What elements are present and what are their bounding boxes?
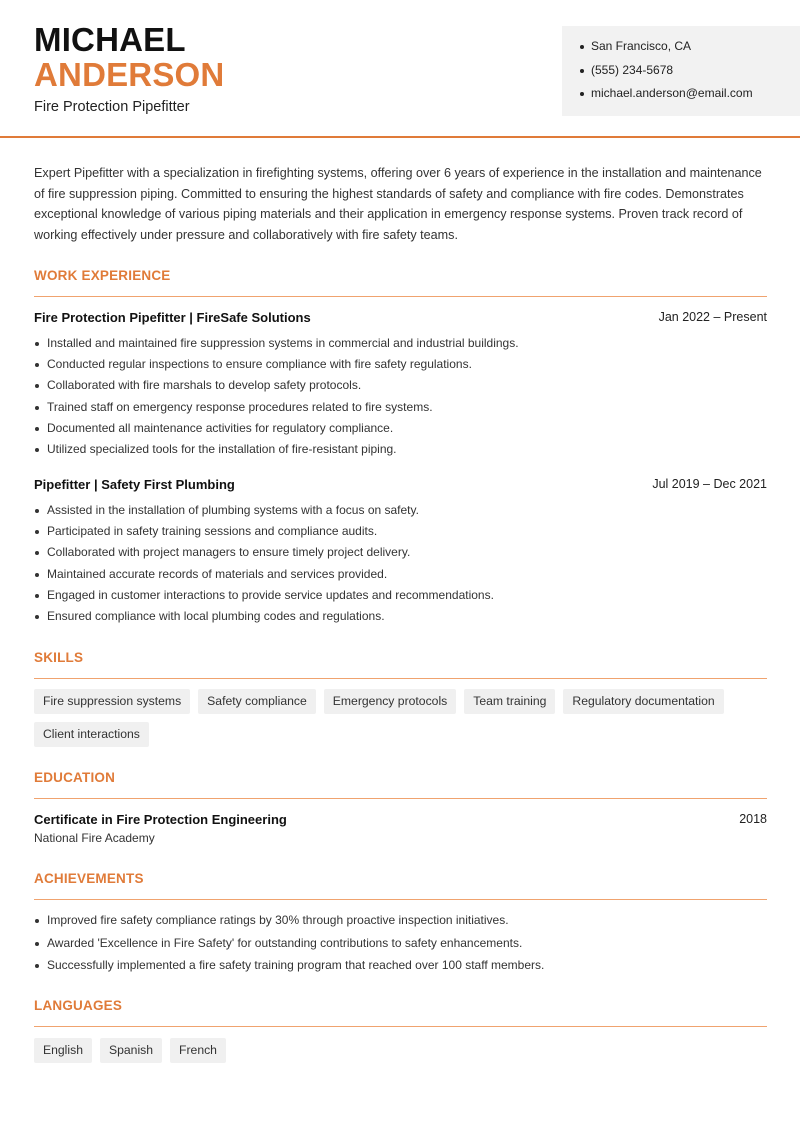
- contact-location: San Francisco, CA: [580, 38, 800, 62]
- education-degree: Certificate in Fire Protection Engineering: [34, 812, 287, 827]
- list-item: Successfully implemented a fire safety training program that reached over 100 staff members.: [34, 957, 767, 980]
- list-item: Documented all maintenance activities for regulatory compliance.: [34, 420, 767, 441]
- job-dates: Jan 2022 – Present: [658, 310, 767, 324]
- last-name: ANDERSON: [34, 56, 225, 93]
- list-item: Assisted in the installation of plumbing systems with a focus on safety.: [34, 502, 767, 523]
- job-role: Fire Protection Pipefitter: [34, 99, 190, 115]
- list-item: Engaged in customer interactions to provide service updates and recommendations.: [34, 587, 767, 608]
- list-item: Awarded 'Excellence in Fire Safety' for outstanding contributions to safety enhancements.: [34, 935, 767, 958]
- list-item: Ensured compliance with local plumbing codes and regulations.: [34, 608, 767, 629]
- list-item: Maintained accurate records of materials and services provided.: [34, 566, 767, 587]
- languages-list: [34, 1038, 767, 1063]
- first-name: MICHAEL: [34, 21, 186, 58]
- list-item: Participated in safety training sessions and compliance audits.: [34, 523, 767, 544]
- section-title-education: EDUCATION: [34, 770, 767, 799]
- job-dates: Jul 2019 – Dec 2021: [652, 477, 767, 491]
- skill-tag: Client interactions: [34, 722, 149, 747]
- skill-tag: Team training: [464, 689, 555, 714]
- skills-list: [34, 689, 767, 747]
- section-title-skills: SKILLS: [34, 650, 767, 679]
- skill-tag: Regulatory documentation: [563, 689, 723, 714]
- list-item: Collaborated with project managers to ensure timely project delivery.: [34, 544, 767, 565]
- skill-tag: Fire suppression systems: [34, 689, 190, 714]
- job-bullets: [34, 502, 767, 629]
- job-title: Fire Protection Pipefitter | FireSafe Solutions: [34, 310, 311, 325]
- section-title-achievements: ACHIEVEMENTS: [34, 871, 767, 900]
- language-tag: English: [34, 1038, 92, 1063]
- list-item: Conducted regular inspections to ensure compliance with fire safety regulations.: [34, 356, 767, 377]
- section-title-work-experience: WORK EXPERIENCE: [34, 268, 767, 297]
- contact-phone: (555) 234-5678: [580, 62, 800, 86]
- skill-tag: Safety compliance: [198, 689, 316, 714]
- contact-email[interactable]: michael.anderson@email.com: [580, 85, 800, 109]
- job-title: Pipefitter | Safety First Plumbing: [34, 477, 235, 492]
- education-year: 2018: [739, 812, 767, 826]
- language-tag: Spanish: [100, 1038, 162, 1063]
- candidate-name: [34, 22, 224, 92]
- education-school: National Fire Academy: [34, 831, 155, 845]
- skill-tag: Emergency protocols: [324, 689, 456, 714]
- list-item: Utilized specialized tools for the installation of fire-resistant piping.: [34, 441, 767, 462]
- list-item: Trained staff on emergency response procedures related to fire systems.: [34, 399, 767, 420]
- list-item: Installed and maintained fire suppression systems in commercial and industrial buildings.: [34, 335, 767, 356]
- job-bullets: [34, 335, 767, 462]
- professional-summary: Expert Pipefitter with a specialization in firefighting systems, offering over 6 years of experience in the installation and maintenance of fire suppression piping. Committed to ensuring the highest standards of safety and compliance with fire codes. Demonstrates exceptional knowledge of various piping materials and their application in emergency response systems. Proven track record of working effectively under pressure and collaboratively with fire safety teams.: [34, 166, 762, 243]
- section-title-languages: LANGUAGES: [34, 998, 767, 1027]
- resume-header: [0, 0, 800, 138]
- achievements-list: [34, 912, 767, 980]
- list-item: Improved fire safety compliance ratings by 30% through proactive inspection initiatives.: [34, 912, 767, 935]
- language-tag: French: [170, 1038, 226, 1063]
- list-item: Collaborated with fire marshals to develop safety protocols.: [34, 377, 767, 398]
- contact-box: [562, 26, 800, 116]
